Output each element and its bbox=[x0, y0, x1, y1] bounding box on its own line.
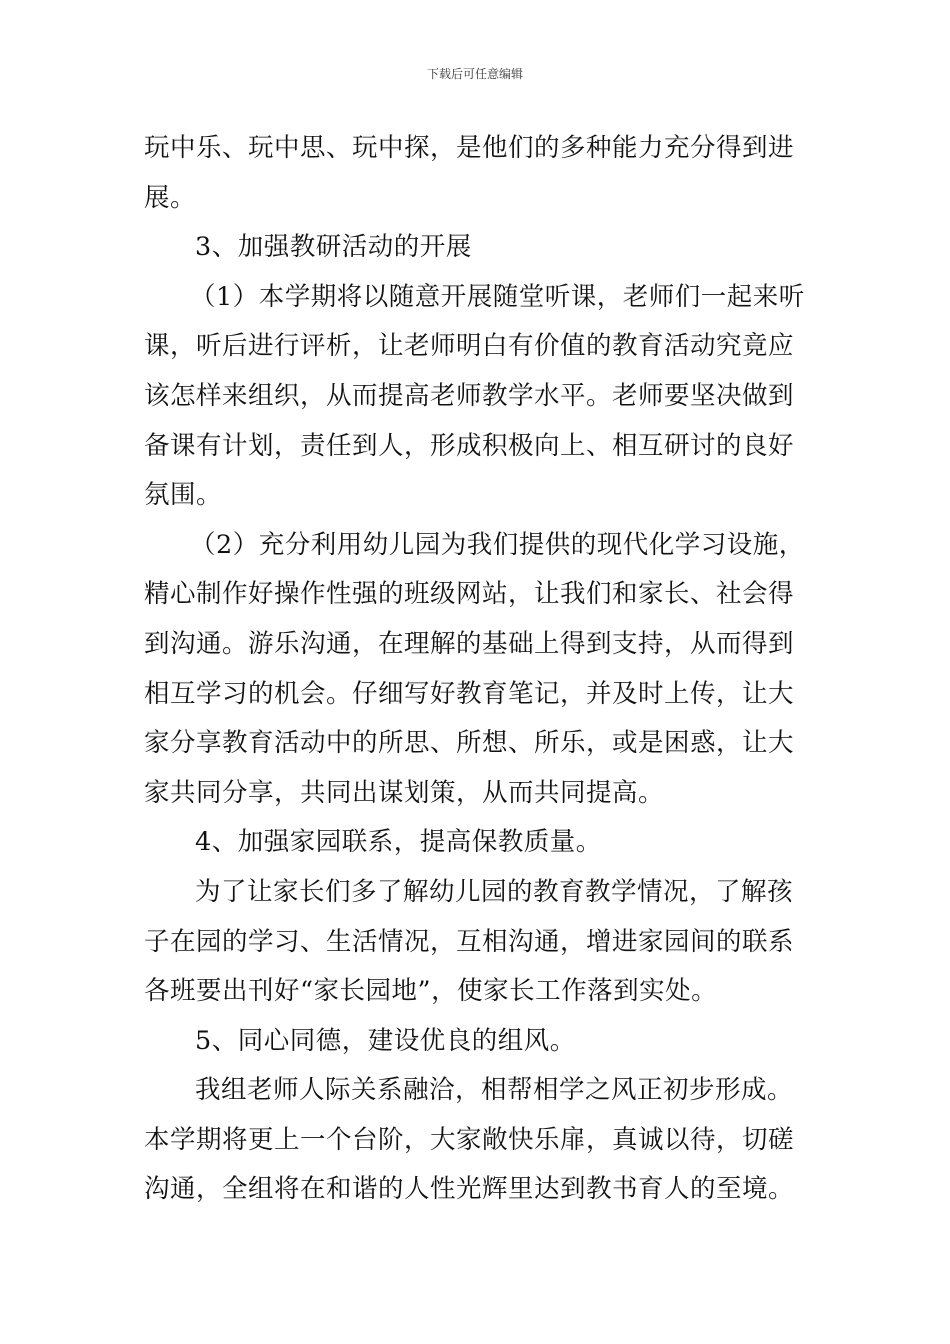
text-line: 氛围。 bbox=[144, 480, 223, 511]
text-line: 家共同分享，共同出谋划策，从而共同提高。 bbox=[144, 777, 665, 808]
text-line: 相互学习的机会。仔细写好教育笔记，并及时上传，让大 bbox=[144, 678, 795, 709]
text-line: 3、加强教研活动的开展 bbox=[195, 232, 472, 263]
document-body bbox=[144, 124, 808, 1215]
page-header-note: 下载后可任意编辑 bbox=[426, 67, 523, 81]
text-line: 我组老师人际关系融洽，相帮相学之风正初步形成。 bbox=[195, 1075, 794, 1106]
text-line: 为了让家长们多了解幼儿园的教育教学情况，了解孩 bbox=[195, 876, 794, 907]
text-line: 本学期将更上一个台阶，大家敞快乐扉，真诚以待，切磋 bbox=[144, 1124, 795, 1155]
text-line: 各班要出刊好“家长园地”，使家长工作落到实处。 bbox=[144, 976, 718, 1007]
text-line: 家分享教育活动中的所思、所想、所乐，或是困惑，让大 bbox=[144, 728, 795, 759]
text-line: 4、加强家园联系，提高保教质量。 bbox=[195, 827, 602, 858]
text-line: 展。 bbox=[144, 182, 197, 213]
text-line: （1）本学期将以随意开展随堂听课，老师们一起来听 bbox=[190, 281, 805, 312]
text-line: 玩中乐、玩中思、玩中探，是他们的多种能力充分得到进 bbox=[144, 133, 795, 163]
text-line: 沟通，全组将在和谐的人性光辉里达到教书育人的至境。 bbox=[144, 1174, 795, 1205]
text-line: 子在园的学习、生活情况，互相沟通，增进家园间的联系 bbox=[144, 926, 795, 957]
text-line: （2）充分利用幼儿园为我们提供的现代化学习设施， bbox=[190, 529, 805, 560]
text-line: 5、同心同德，建设优良的组风。 bbox=[195, 1025, 576, 1056]
text-line: 课，听后进行评析，让老师明白有价值的教育活动究竟应 bbox=[144, 331, 795, 362]
text-line: 备课有计划，责任到人，形成积极向上、相互研讨的良好 bbox=[144, 430, 795, 461]
text-line: 该怎样来组织，从而提高老师教学水平。老师要坚决做到 bbox=[144, 380, 795, 411]
text-line: 精心制作好操作性强的班级网站，让我们和家长、社会得 bbox=[144, 579, 795, 610]
text-line: 到沟通。游乐沟通，在理解的基础上得到支持，从而得到 bbox=[144, 628, 795, 659]
